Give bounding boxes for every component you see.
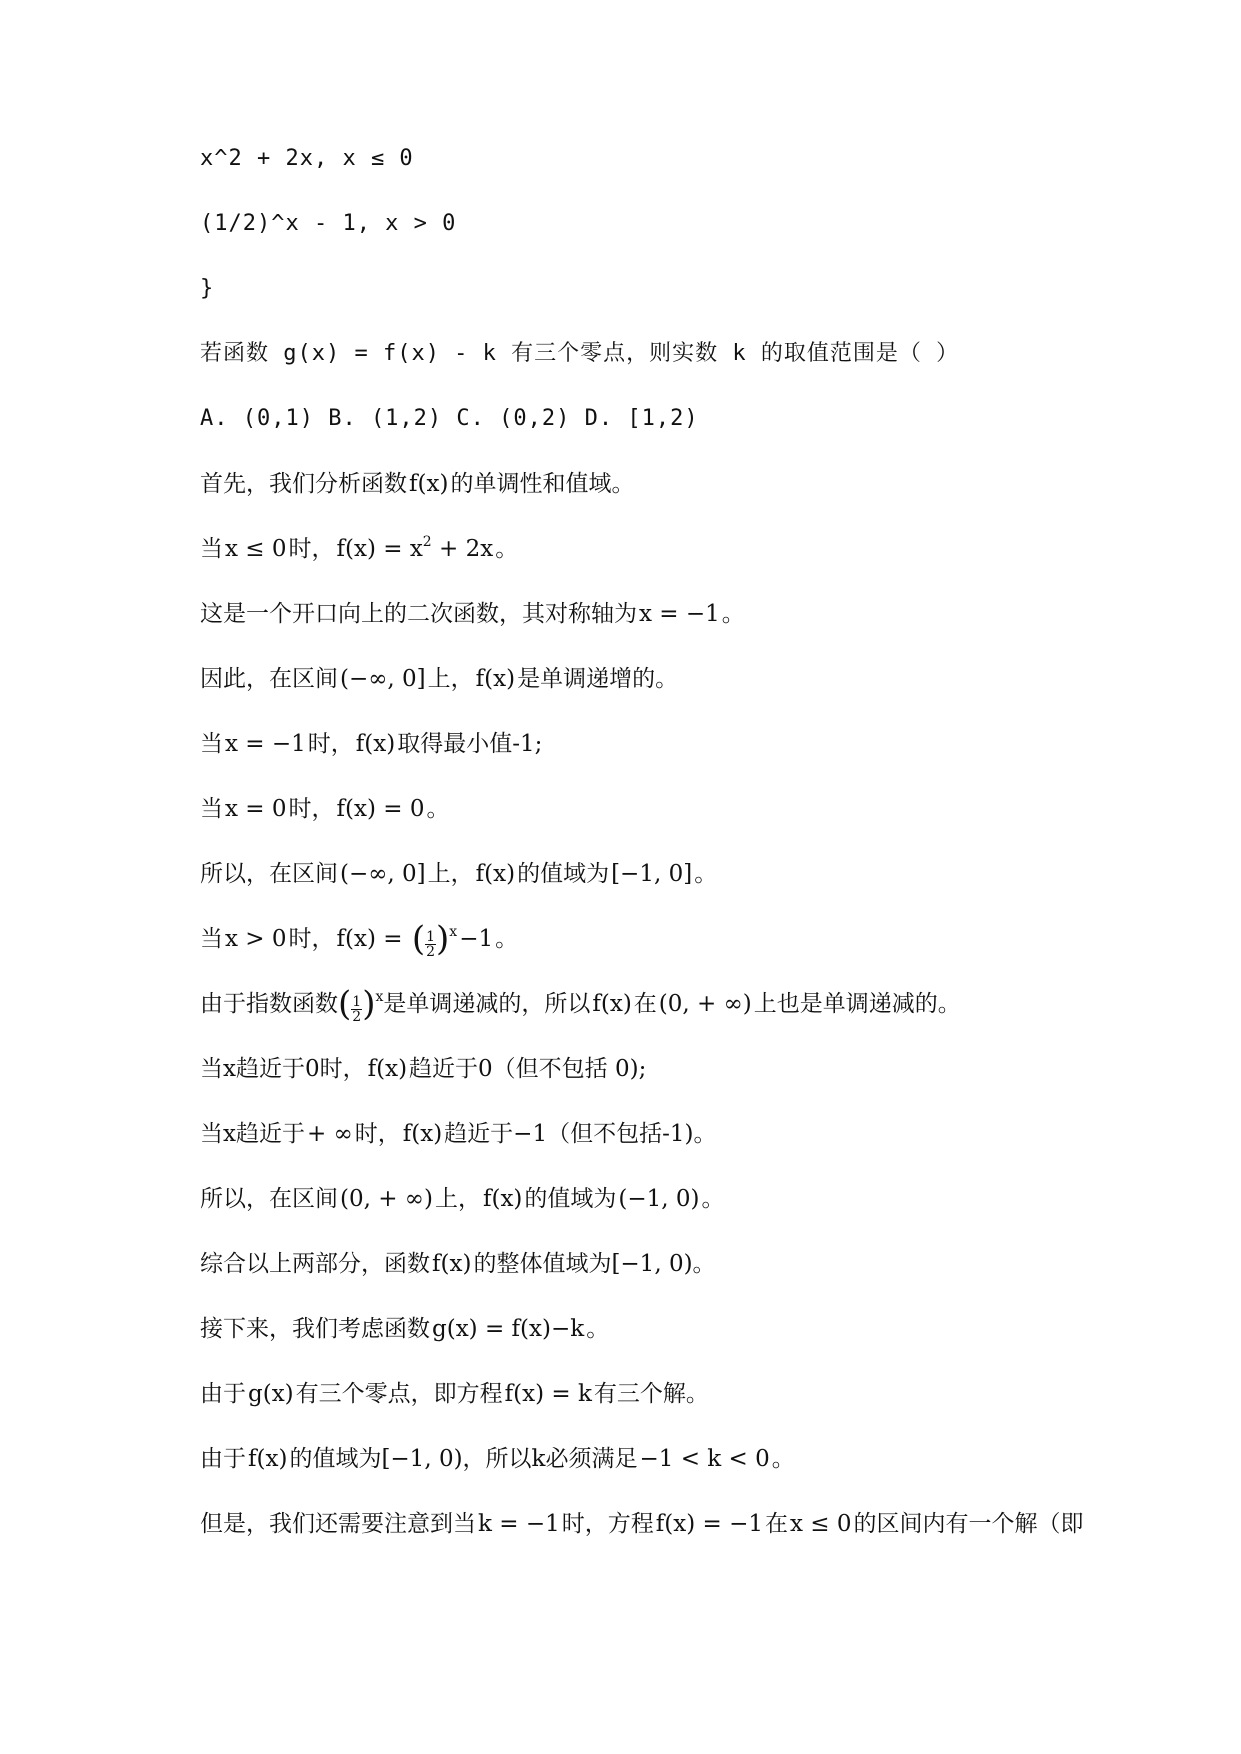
text: 的单调性和值域。 (450, 471, 635, 497)
math: g(x) (248, 1381, 294, 1407)
solution-line-8 (200, 919, 1100, 960)
math: x ≤ 0 (789, 1511, 852, 1537)
text: 。 (495, 536, 519, 562)
math: x = −1 (639, 601, 720, 627)
math: f(x) = k (504, 1381, 592, 1407)
text: 上， (427, 861, 474, 887)
solution-line-12 (200, 1182, 1100, 1216)
text: 时， (354, 1121, 401, 1147)
numerator: 1 (352, 994, 362, 1010)
text: 。 (721, 601, 745, 627)
math: + ∞ (306, 1121, 353, 1147)
math: f(x) = (336, 926, 410, 952)
text: 在 (633, 991, 657, 1017)
math: f(x) (475, 861, 516, 887)
document-body (200, 142, 1100, 1572)
text: 所以，在区间 (200, 861, 338, 887)
text: 因此，在区间 (200, 666, 338, 692)
math: −1 < k < 0 (639, 1446, 770, 1472)
text: 时， (288, 796, 335, 822)
math: x = −1 (225, 731, 306, 757)
fraction-one-half (425, 930, 436, 959)
solution-line-9 (200, 984, 1100, 1025)
math: f(x) (592, 991, 632, 1017)
math: f(x) (475, 666, 516, 692)
text: 当x趋近于0时， (200, 1056, 366, 1082)
solution-line-6 (200, 792, 1100, 826)
math: f(x) = 0 (336, 796, 425, 822)
text: 的值域为 (524, 1186, 617, 1212)
solution-line-14 (200, 1312, 1100, 1346)
solution-line-3 (200, 597, 1100, 631)
text: 所以，在区间 (200, 1186, 338, 1212)
solution-line-10 (200, 1052, 1100, 1086)
text: 。 (701, 1186, 725, 1212)
solution-line-2 (200, 532, 1100, 566)
question-text: 若函数 g(x) = f(x) - k 有三个零点，则实数 k 的取值范围是（ ） (200, 341, 960, 366)
math: [−1, 0] (611, 861, 693, 887)
text: 时， (288, 926, 335, 952)
fraction-one-half (351, 995, 362, 1024)
math: f(x) (409, 471, 449, 497)
text: 但是，我们还需要注意到当 (200, 1511, 476, 1537)
solution-line-13 (200, 1247, 1100, 1281)
exponent: 2 (422, 534, 432, 550)
piecewise-case-2: (1/2)^x - 1, x > 0 (200, 211, 457, 236)
solution-line-7 (200, 857, 1100, 891)
solution-line-4 (200, 662, 1100, 696)
text: 由于指数函数 (200, 991, 338, 1017)
solution-line-15 (200, 1377, 1100, 1411)
text: 趋近于−1（但不包括-1)。 (444, 1121, 717, 1147)
text: 接下来，我们考虑函数 (200, 1316, 430, 1342)
math: k = −1 (478, 1511, 560, 1537)
math: x ≤ 0 (225, 536, 287, 562)
right-paren: ) (362, 984, 376, 1024)
exponent: x (375, 989, 384, 1005)
math: f(x) (367, 1056, 408, 1082)
text: 是单调递增的。 (517, 666, 679, 692)
text: 上也是单调递减的。 (753, 991, 961, 1017)
math: (−∞, 0] (340, 861, 426, 887)
text: 由于 (200, 1381, 246, 1407)
text: 有三个解。 (593, 1381, 709, 1407)
closing-brace: } (200, 276, 215, 301)
math: x > 0 (225, 926, 287, 952)
text: 。 (694, 861, 718, 887)
text: 的区间内有一个解（即 (853, 1511, 1084, 1537)
solution-line-1 (200, 467, 1100, 501)
math: (−1, 0) (618, 1186, 700, 1212)
solution-line-11 (200, 1117, 1100, 1151)
text: 的值域为[−1, 0)，所以k必须满足 (289, 1446, 638, 1472)
math-part: + 2x (431, 536, 494, 562)
text: 这是一个开口向上的二次函数，其对称轴为 (200, 601, 637, 627)
left-paren: ( (338, 984, 352, 1024)
math: (0, + ∞) (340, 1186, 433, 1212)
text: 上， (427, 666, 474, 692)
exponent: x (449, 924, 458, 940)
text: 当 (200, 536, 223, 562)
solution-line-5 (200, 727, 1100, 761)
text: 综合以上两部分，函数 (200, 1251, 430, 1277)
piecewise-case-1: x^2 + 2x, x ≤ 0 (200, 146, 414, 171)
text: 的整体值域为[−1, 0)。 (473, 1251, 716, 1277)
math: f(x) (432, 1251, 472, 1277)
text: 的值域为 (517, 861, 610, 887)
math: −1 (459, 926, 494, 952)
denominator: 2 (426, 944, 436, 960)
text: 在 (764, 1511, 788, 1537)
math-part: f(x) = x (336, 536, 423, 562)
solution-line-17 (200, 1507, 1100, 1541)
math: f(x) (402, 1121, 443, 1147)
math: (0, + ∞) (658, 991, 752, 1017)
denominator: 2 (352, 1009, 362, 1025)
text: 有三个零点，即方程 (295, 1381, 503, 1407)
right-paren: ) (436, 919, 450, 959)
text: 当 (200, 926, 223, 952)
text: 。 (771, 1446, 795, 1472)
math: f(x) (355, 731, 396, 757)
math: f(x) (248, 1446, 288, 1472)
text: 趋近于0（但不包括 0); (409, 1056, 647, 1082)
left-paren: ( (411, 919, 426, 959)
text: 是单调递减的，所以 (383, 991, 591, 1017)
text: 由于 (200, 1446, 246, 1472)
text: 当 (200, 731, 223, 757)
math: g(x) = f(x)−k (432, 1316, 585, 1342)
text: 时，方程 (561, 1511, 654, 1537)
math: (−∞, 0] (340, 666, 426, 692)
math: f(x) = −1 (655, 1511, 763, 1537)
math: x = 0 (225, 796, 287, 822)
text: 当x趋近于 (200, 1121, 305, 1147)
text: 。 (586, 1316, 610, 1342)
text: 当 (200, 796, 223, 822)
text: 取得最小值-1; (397, 731, 543, 757)
text: 首先，我们分析函数 (200, 471, 407, 497)
math (337, 536, 494, 562)
text: 时， (288, 536, 335, 562)
text: 。 (495, 926, 519, 952)
text: 上， (434, 1186, 481, 1212)
solution-line-16 (200, 1442, 1100, 1476)
text: 。 (426, 796, 450, 822)
text: 时， (307, 731, 354, 757)
numerator: 1 (426, 929, 436, 945)
math: f(x) (482, 1186, 523, 1212)
answer-options: A. (0,1) B. (1,2) C. (0,2) D. [1,2) (200, 406, 699, 431)
